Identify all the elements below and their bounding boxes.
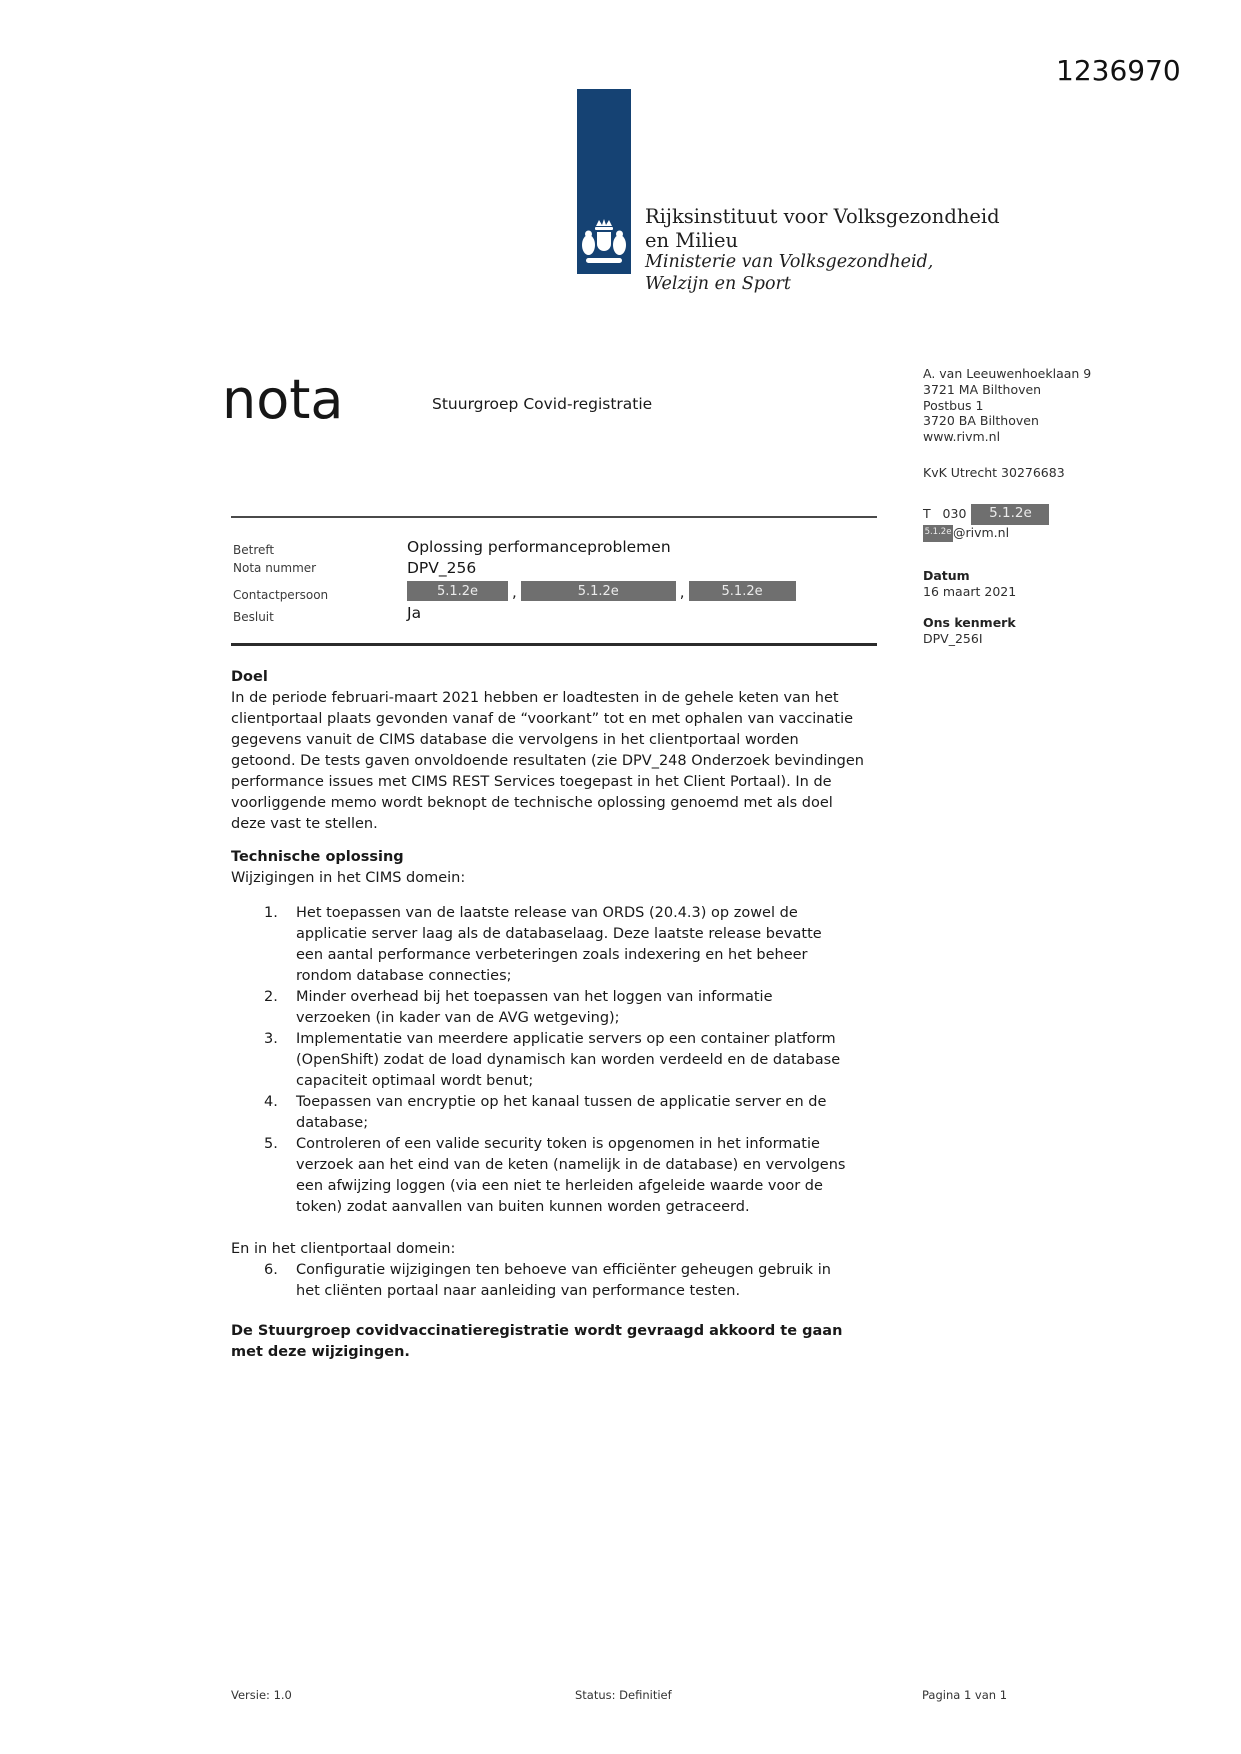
rijksoverheid-crest-icon	[581, 218, 627, 268]
list-item-text: Configuratie wijzigingen ten behoeve van efficiënter geheugen gebruik in het cliënten portaal naar aanleiding van performance testen.	[296, 1262, 831, 1299]
rijksoverheid-logo-bar	[577, 89, 631, 274]
redaction-box-email: 5.1.2e	[923, 525, 953, 542]
list-item-text: Toepassen van encryptie op het kanaal tussen de applicatie server en de database;	[296, 1094, 827, 1131]
ministry-line2: Welzijn en Sport	[645, 273, 791, 294]
list-item	[231, 1134, 865, 1218]
document-number: 1236970	[1056, 54, 1181, 87]
doc-subtitle: Stuurgroep Covid-registratie	[432, 395, 653, 413]
list-item-text: Minder overhead bij het toepassen van het loggen van informatie verzoeken (in kader van de AVG wetgeving);	[296, 989, 773, 1026]
list-item-text: Het toepassen van de laatste release van ORDS (20.4.3) op zowel de applicatie server laag als de databaselaag. Deze laatste release bevatte een aantal performance verbeteringen zoals indexering en het beheer rondom database connecties;	[296, 905, 822, 984]
redaction-box-contact-2: 5.1.2e	[521, 581, 676, 601]
list-item	[231, 1029, 865, 1092]
org-name-line2: en Milieu	[645, 228, 739, 252]
list-item-number: 2.	[264, 989, 278, 1005]
nota-nummer-value: DPV_256	[407, 559, 477, 577]
besluit-label: Besluit	[233, 610, 274, 624]
nota-nummer-label: Nota nummer	[233, 561, 317, 575]
list-item	[231, 903, 865, 987]
list-item-number: 6.	[264, 1262, 278, 1278]
address-line: Postbus 1	[923, 397, 984, 413]
redaction-box-contact-1: 5.1.2e	[407, 581, 508, 601]
list-item-text: Implementatie van meerdere applicatie servers op een container platform (OpenShift) zodat de load dynamisch kan worden verdeeld en de database capaciteit optimaal wordt benut;	[296, 1031, 841, 1089]
besluit-value: Ja	[407, 604, 422, 622]
footer-version: Versie: 1.0	[231, 1688, 292, 1702]
date-label: Datum	[923, 567, 970, 583]
address-line: A. van Leeuwenhoeklaan 9	[923, 366, 1092, 381]
reference-label: Ons kenmerk	[923, 615, 1016, 631]
divider-top	[231, 516, 877, 518]
footer-page-number: Pagina 1 van 1	[922, 1688, 1008, 1702]
address-line: 3720 BA Bilthoven	[923, 413, 1039, 429]
memo-body	[231, 667, 865, 1363]
divider-bottom	[231, 643, 877, 646]
footer-status: Status: Definitief	[575, 1688, 672, 1702]
doel-paragraph: In de periode februari-maart 2021 hebben er loadtesten in de gehele keten van het clientportaal plaats gevonden vanaf de “voorkant” tot en met ophalen van vaccinatie gegevens vanuit de CIMS database die vervolgens in het clientportaal worden getoond. De tests gaven onvoldoende resultaten (zie DPV_248 Onderzoek bevindingen performance issues met CIMS REST Services toegepast in het Client Portaal). In de voorliggende memo wordt beknopt de technische oplossing genoemd met als doel deze vast te stellen.	[231, 690, 864, 832]
betreft-label: Betreft	[233, 543, 275, 557]
redaction-box-phone: 5.1.2e	[971, 504, 1049, 525]
address-line: 3721 MA Bilthoven	[923, 381, 1042, 397]
org-name-line1: Rijksinstituut voor Volksgezondheid	[645, 205, 1000, 228]
list-item-text: Controleren of een valide security token is opgenomen in het informatie verzoek aan het eind van de keten (namelijk in de database) en vervolgens een afwijzing loggen (via een niet te herleiden afgeleide waarde voor de token) zodat aanvallen van buiten kunnen worden getraceerd.	[296, 1136, 846, 1215]
phone-line	[923, 504, 1193, 525]
tech-heading: Technische oplossing	[231, 849, 404, 865]
website-url: www.rivm.nl	[923, 429, 1001, 445]
list-item-number: 4.	[264, 1094, 278, 1110]
redaction-box-contact-3: 5.1.2e	[689, 581, 796, 601]
cims-numbered-list	[231, 903, 865, 1218]
betreft-value: Oplossing performanceproblemen	[407, 538, 671, 556]
list-item	[231, 1260, 865, 1302]
phone-prefix: T 030	[923, 506, 967, 522]
email-line	[923, 525, 1193, 542]
kvk-number: KvK Utrecht 30276683	[923, 464, 1065, 480]
client-domain-intro: En in het clientportaal domein:	[231, 1241, 456, 1257]
contactpersoon-label: Contactpersoon	[233, 588, 329, 602]
list-item	[231, 1092, 865, 1134]
doel-heading: Doel	[231, 669, 268, 685]
logo-text-block	[645, 205, 1000, 295]
date-value: 16 maart 2021	[923, 583, 1017, 599]
contactpersoon-value-row	[407, 581, 796, 601]
list-item	[231, 987, 865, 1029]
separator-comma: ,	[512, 583, 517, 601]
separator-comma: ,	[679, 583, 685, 601]
list-item-number: 5.	[264, 1136, 278, 1152]
doc-type-title: nota	[222, 368, 344, 431]
reference-value: DPV_256I	[923, 631, 983, 647]
email-suffix: @rivm.nl	[953, 525, 1010, 541]
contact-column	[923, 366, 1193, 647]
tech-intro: Wijzigingen in het CIMS domein:	[231, 870, 466, 886]
ministry-line1: Ministerie van Volksgezondheid,	[645, 252, 934, 272]
list-item-number: 3.	[264, 1031, 278, 1047]
list-item-number: 1.	[264, 905, 278, 921]
closing-statement: De Stuurgroep covidvaccinatieregistratie wordt gevraagd akkoord te gaan met deze wijzigingen.	[231, 1323, 843, 1360]
